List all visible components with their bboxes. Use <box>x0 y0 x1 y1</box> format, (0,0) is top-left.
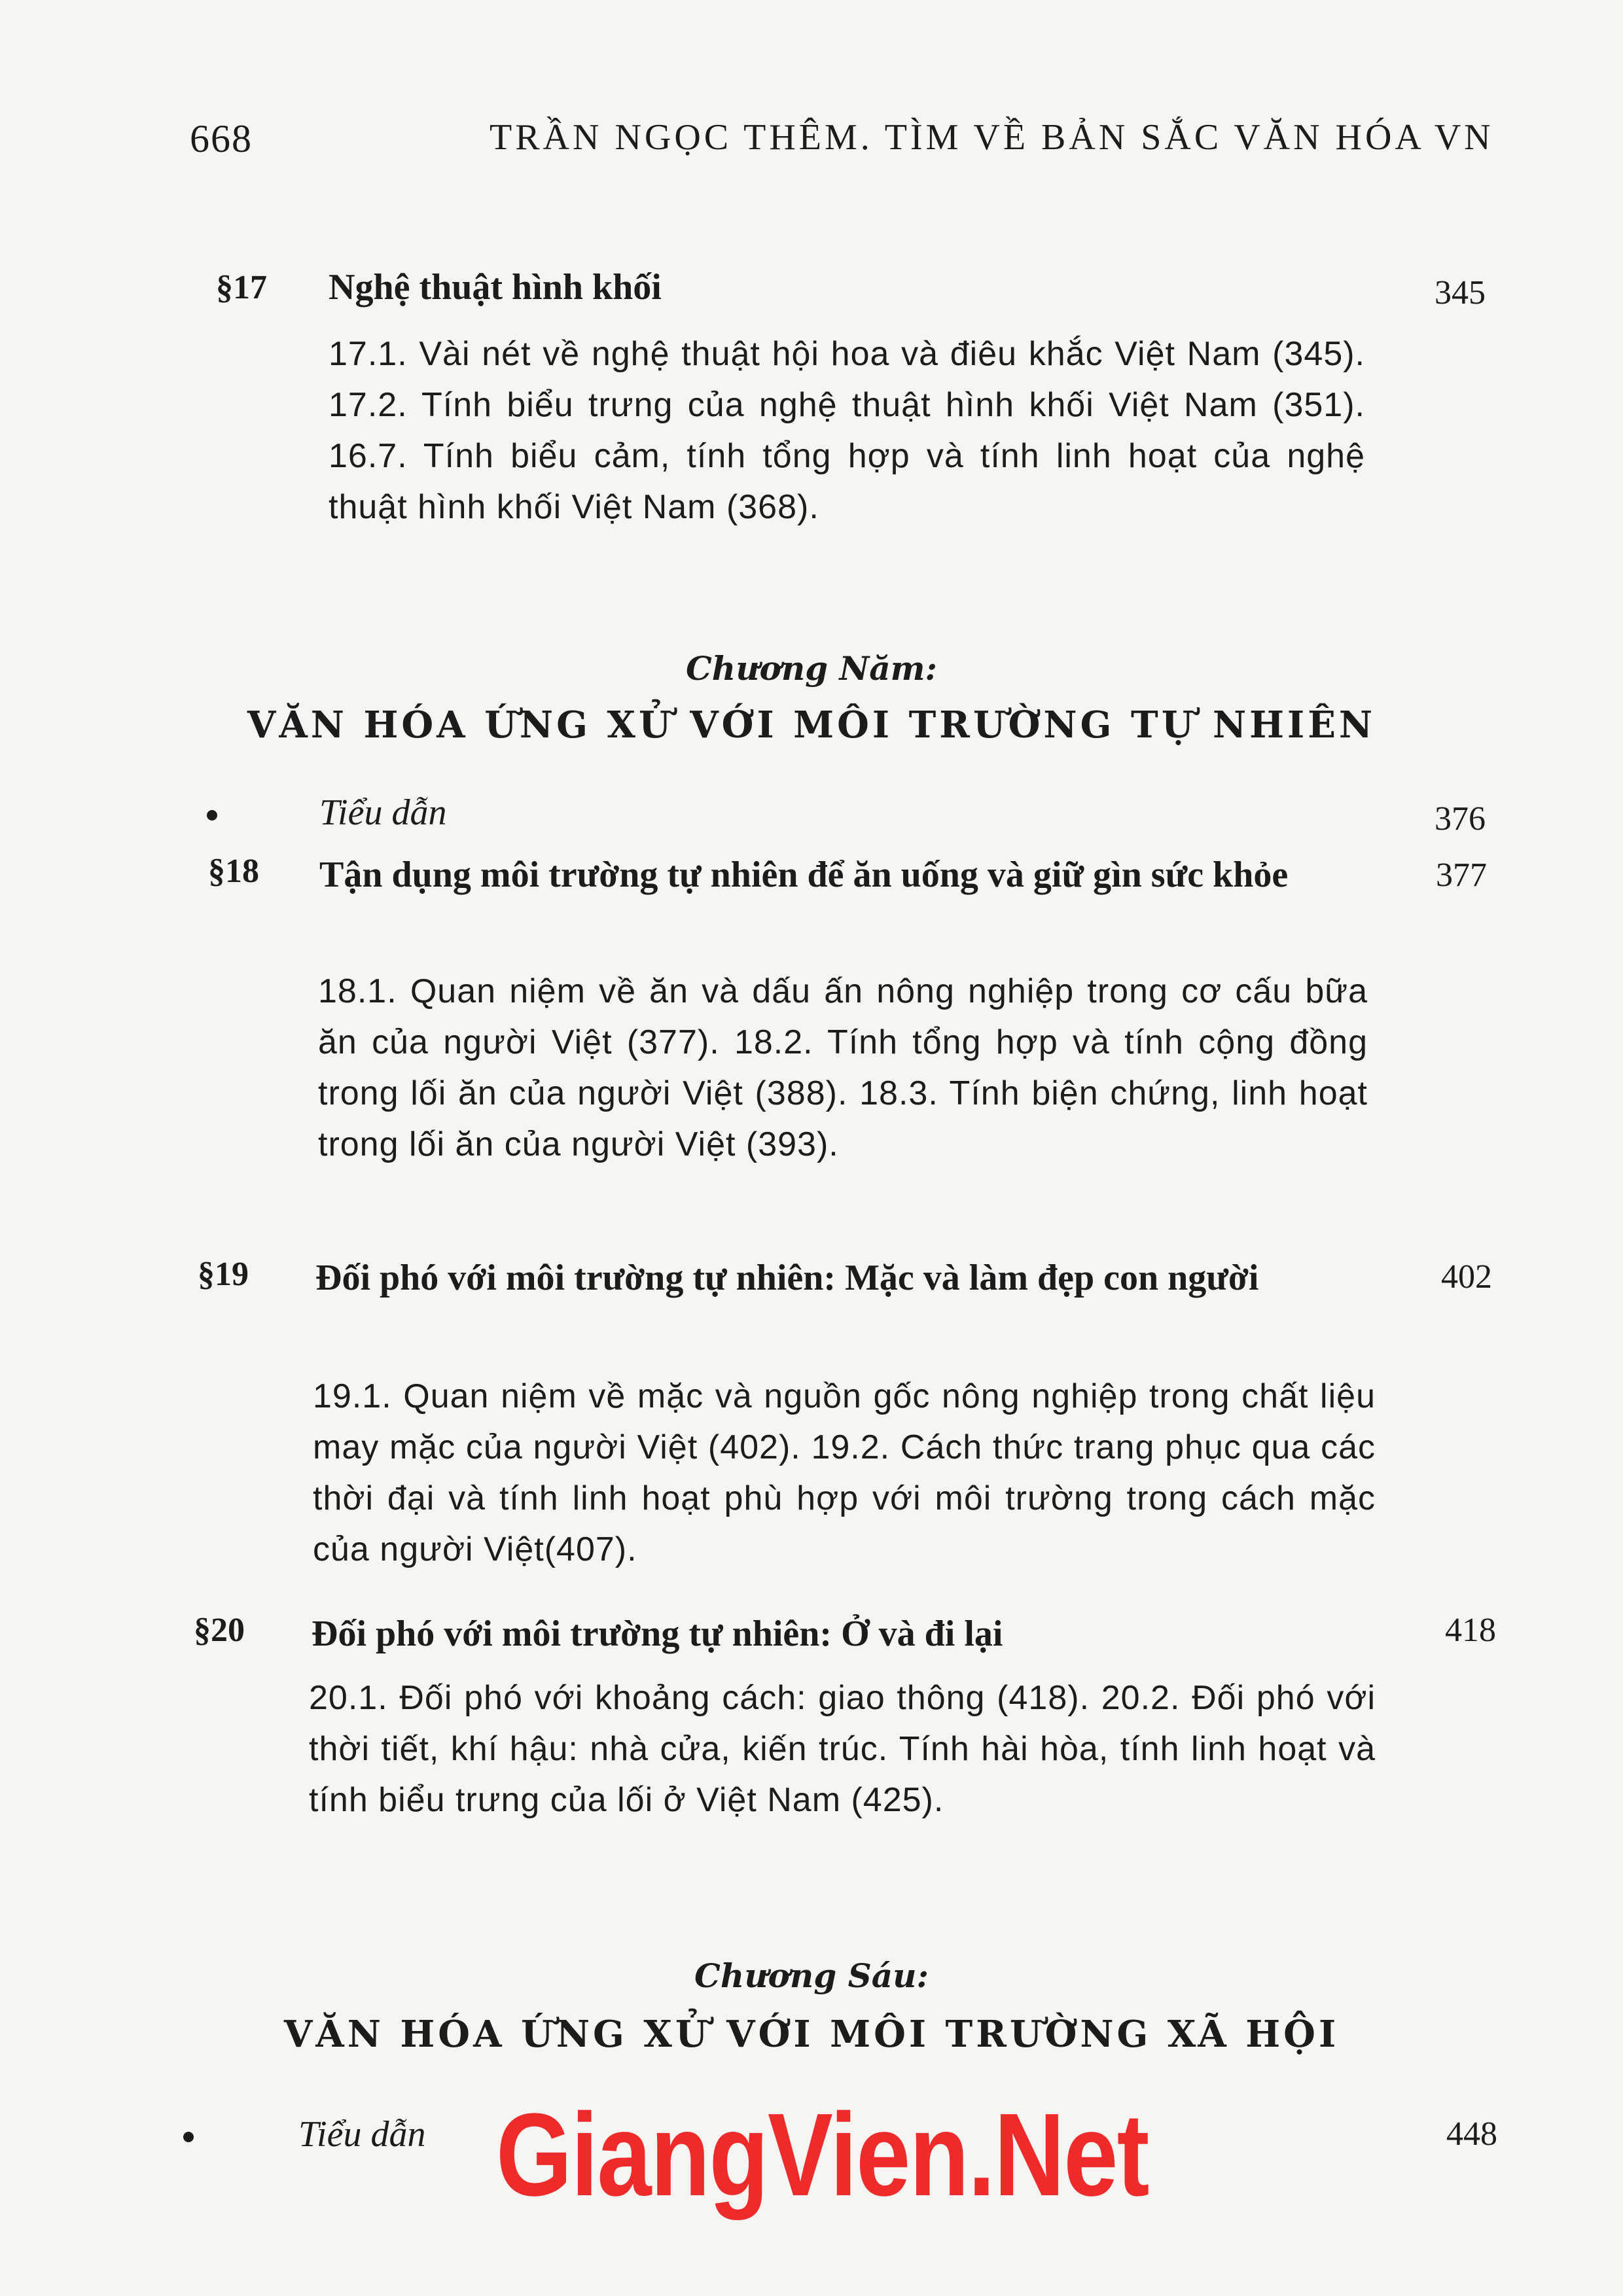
page-number: 668 <box>190 117 253 160</box>
section-20-mark: §20 <box>194 1612 245 1649</box>
section-19-page: 402 <box>1441 1258 1492 1296</box>
chapter-6-intro-title: Tiểu dẫn <box>298 2114 426 2155</box>
section-18-title: Tận dụng môi trường tự nhiên để ăn uống và giữ gìn sức khỏe <box>319 855 1289 895</box>
chapter-5-intro-title: Tiểu dẫn <box>319 792 447 833</box>
chapter-5-title: VĂN HÓA ỨNG XỬ VỚI MÔI TRƯỜNG TỰ NHIÊN <box>247 703 1376 747</box>
bullet-icon <box>207 810 217 821</box>
chapter-5-label: Chương Năm: <box>685 649 938 688</box>
section-19-title: Đối phó với môi trường tự nhiên: Mặc và làm đẹp con người <box>315 1258 1259 1298</box>
section-17-title: Nghệ thuật hình khối <box>329 267 662 308</box>
watermark: GiangVien.Net <box>496 2089 1149 2221</box>
section-20-description: 20.1. Đối phó với khoảng cách: giao thông (418). 20.2. Đối phó với thời tiết, khí hậu: nhà cửa, kiến trúc. Tính hài hòa, tính linh hoạt và tính biểu trưng của lối ở Việt Nam (425). <box>309 1679 1376 1819</box>
section-18-page: 377 <box>1436 857 1487 894</box>
section-19-description: 19.1. Quan niệm về mặc và nguồn gốc nông nghiệp trong chất liệu may mặc của người Việt (402). 19.2. Cách thức trang phục qua các thời đại và tính linh hoạt phù hợp với môi trường trong cách mặc của người Việt(407). <box>313 1377 1376 1568</box>
bullet-icon <box>183 2132 194 2142</box>
section-17-mark: §17 <box>216 269 267 306</box>
section-20-title: Đối phó với môi trường tự nhiên: Ở và đi lại <box>312 1614 1003 1654</box>
section-19-mark: §19 <box>198 1256 249 1293</box>
section-17-description: 17.1. Vài nét về nghệ thuật hội hoa và điêu khắc Việt Nam (345). 17.2. Tính biểu trưng của nghệ thuật hình khối Việt Nam (351). 16.7. Tính biểu cảm, tính tổng hợp và tính linh hoạt của nghệ thuật hình khối Việt Nam (368). <box>329 335 1365 526</box>
chapter-6-label: Chương Sáu: <box>694 1956 929 1995</box>
section-18-description: 18.1. Quan niệm về ăn và dấu ấn nông nghiệp trong cơ cấu bữa ăn của người Việt (377). 18.2. Tính tổng hợp và tính cộng đồng trong lối ăn của người Việt (388). 18.3. Tính biện chứng, linh hoạt trong lối ăn của người Việt (393). <box>318 972 1368 1163</box>
chapter-6-title: VĂN HÓA ỨNG XỬ VỚI MÔI TRƯỜNG XÃ HỘI <box>283 2013 1340 2056</box>
running-title: TRẦN NGỌC THÊM. TÌM VỀ BẢN SẮC VĂN HÓA VN <box>490 117 1494 158</box>
section-18-mark: §18 <box>208 853 259 890</box>
section-20-page: 418 <box>1445 1612 1496 1649</box>
chapter-6-intro-page: 448 <box>1446 2115 1497 2153</box>
section-17-page: 345 <box>1435 274 1486 311</box>
chapter-5-intro-page: 376 <box>1435 800 1486 838</box>
